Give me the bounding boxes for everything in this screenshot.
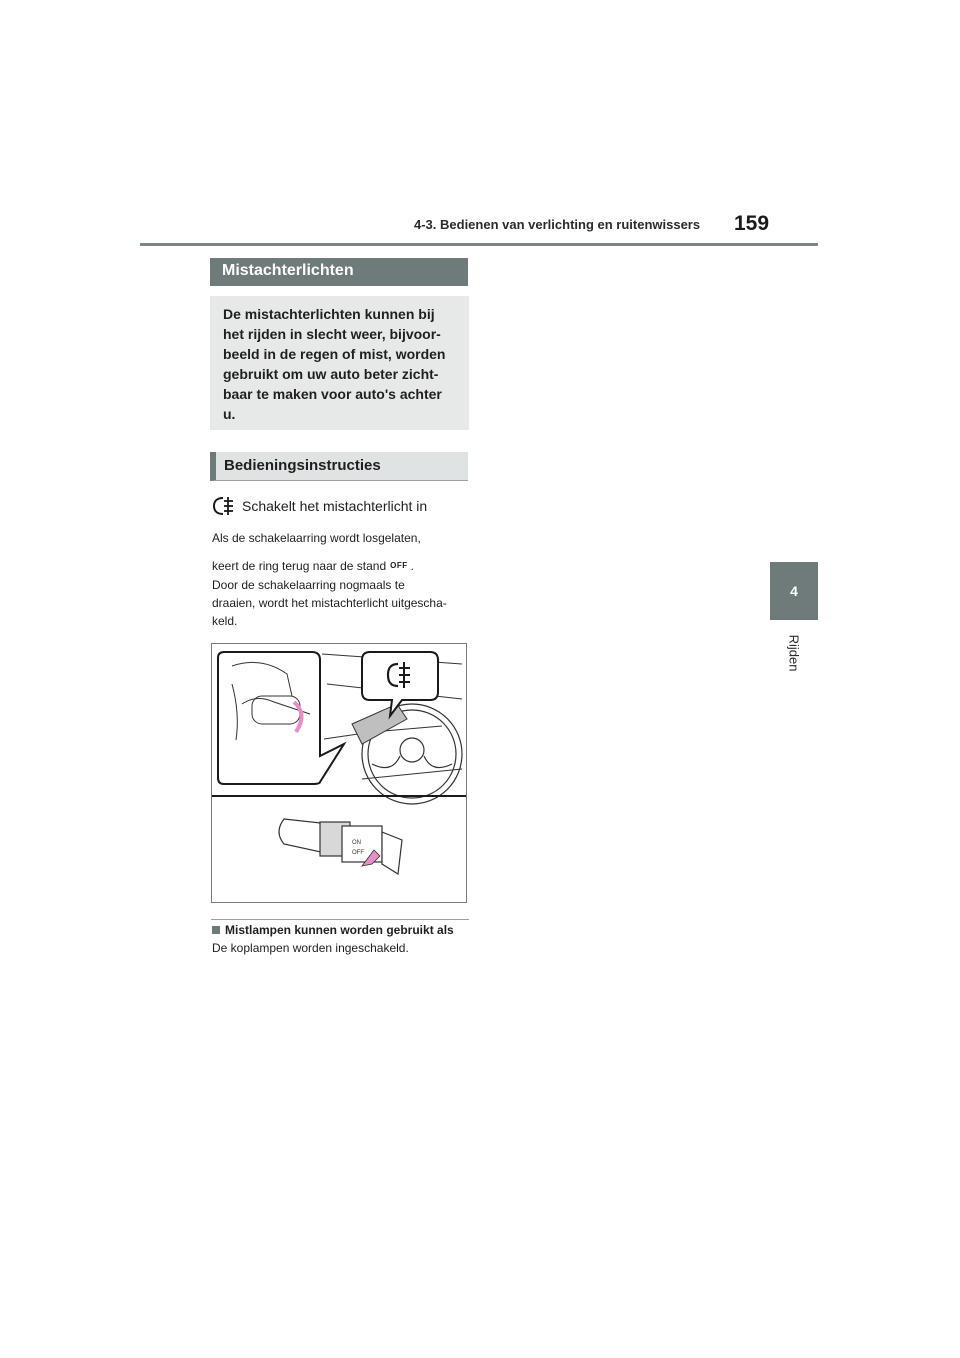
paragraph-turn-off [212,576,474,630]
intro-box [210,296,469,430]
paragraph-return-text: keert de ring terug naar de stand [212,559,387,573]
header-rule [140,243,818,246]
note-text: De koplampen worden ingeschakeld. [212,941,409,955]
note-heading-text: Mistlampen kunnen worden gebruikt als [225,923,454,937]
paragraph-line: draaien, wordt het mistachterlicht uitgescha- [212,596,447,610]
operation-line [212,496,427,516]
switch-label-off: OFF [352,850,364,856]
paragraph-release: Als de schakelaarring wordt losgelaten, [212,531,421,545]
paragraph-line: Door de schakelaarring nogmaals te [212,578,405,592]
chapter-tab[interactable] [770,562,818,620]
paragraph-line: keld. [212,614,238,628]
section-title: 4-3. Bedienen van verlichting en ruitenwissers [414,217,701,232]
operation-text: Schakelt het mistachterlicht in [242,498,428,514]
note-rule [211,919,469,920]
rear-fog-light-icon [212,496,236,516]
switch-label-on: ON [352,840,361,846]
switch-illustration [211,643,467,903]
chapter-label [770,628,818,678]
intro-line: u. [223,406,236,422]
paragraph-return-end: . [410,559,414,573]
illustration-drawing [212,644,466,902]
chapter-number: 4 [790,583,798,599]
off-position-label: OFF [390,561,408,570]
square-bullet-icon [212,926,220,934]
chapter-label-text: Rijden [786,634,802,672]
intro-line: beeld in de regen of mist, worden [223,346,446,362]
instructions-heading: Bedieningsinstructies [210,452,468,481]
section-heading: Mistachterlichten [210,258,468,286]
intro-line: De mistachterlichten kunnen bij [223,306,435,322]
intro-line: het rijden in slecht weer, bijvoor- [223,326,441,342]
paragraph-return [212,557,472,575]
intro-line: baar te maken voor auto's achter [223,386,442,402]
intro-line: gebruikt om uw auto beter zicht- [223,366,439,382]
note-heading [212,923,454,937]
page-number: 159 [734,212,770,235]
